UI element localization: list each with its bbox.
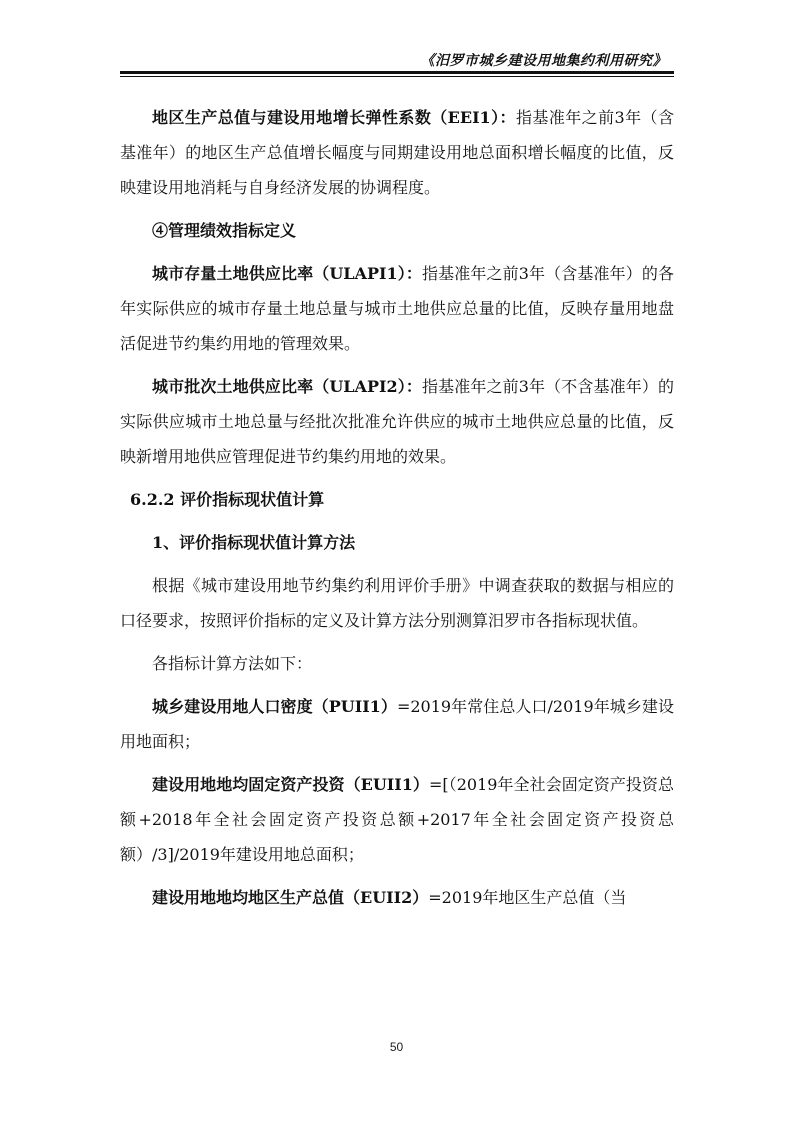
management-performance-heading: ④管理绩效指标定义	[152, 221, 297, 240]
page-number: 50	[389, 1040, 404, 1054]
term-eei1: 地区生产总值与建设用地增长弹性系数（EEI1）：	[152, 108, 516, 127]
formula-expr-puii1: =2019年常住总人口/2019年城乡建设用地面积；	[120, 697, 674, 751]
formula-term-puii1: 城乡建设用地人口密度（PUII1）	[152, 697, 397, 716]
method-intro: 各指标计算方法如下：	[152, 654, 313, 673]
definition-eei1: 指基准年之前3年（含基准年）的地区生产总值增长幅度与同期建设用地总面积增长幅度的比值，反映建设用地消耗与自身经济发展的协调程度。	[120, 108, 674, 197]
header-title: 《汨罗市城乡建设用地集约利用研究》	[420, 53, 667, 69]
method-paragraph: 根据《城市建设用地节约集约利用评价手册》中调查获取的数据与相应的口径要求，按照评价指标的定义及计算方法分别测算汨罗市各指标现状值。	[120, 576, 674, 630]
paragraph-ulapi1	[120, 256, 674, 361]
term-ulapi1: 城市存量土地供应比率（ULAPI1）：	[152, 264, 422, 283]
header-rule-thick	[120, 71, 674, 74]
section-heading: 6.2.2 评价指标现状值计算	[130, 490, 325, 509]
header-rule-thin	[120, 76, 674, 77]
subsection-heading: 1、评价指标现状值计算方法	[152, 533, 356, 552]
formula-euii2	[120, 880, 674, 915]
definition-ulapi2: 指基准年之前3年（不含基准年）的实际供应城市土地总量与经批次批准允许供应的城市土地供应总量的比值，反映新增用地供应管理促进节约集约用地的效果。	[120, 377, 674, 466]
paragraph-eei1	[120, 100, 674, 205]
definition-ulapi1: 指基准年之前3年（含基准年）的各年实际供应的城市存量土地总量与城市土地供应总量的比值，反映存量用地盘活促进节约集约用地的管理效果。	[120, 264, 674, 353]
page-body	[120, 100, 674, 923]
formula-puii1	[120, 689, 674, 759]
formula-euii1	[120, 767, 674, 872]
term-ulapi2: 城市批次土地供应比率（ULAPI2）：	[152, 377, 422, 396]
formula-expr-euii2: =2019年地区生产总值（当	[428, 888, 627, 907]
paragraph-management-heading	[120, 213, 674, 248]
formula-term-euii2: 建设用地地均地区生产总值（EUII2）	[152, 888, 429, 907]
formula-expr-euii1: =[（2019年全社会固定资产投资总额+2018年全社会固定资产投资总额+2017年全社会固定资产投资总额）/3]/2019年建设用地总面积；	[120, 775, 674, 864]
paragraph-ulapi2	[120, 369, 674, 474]
formula-term-euii1: 建设用地地均固定资产投资（EUII1）	[152, 775, 429, 794]
